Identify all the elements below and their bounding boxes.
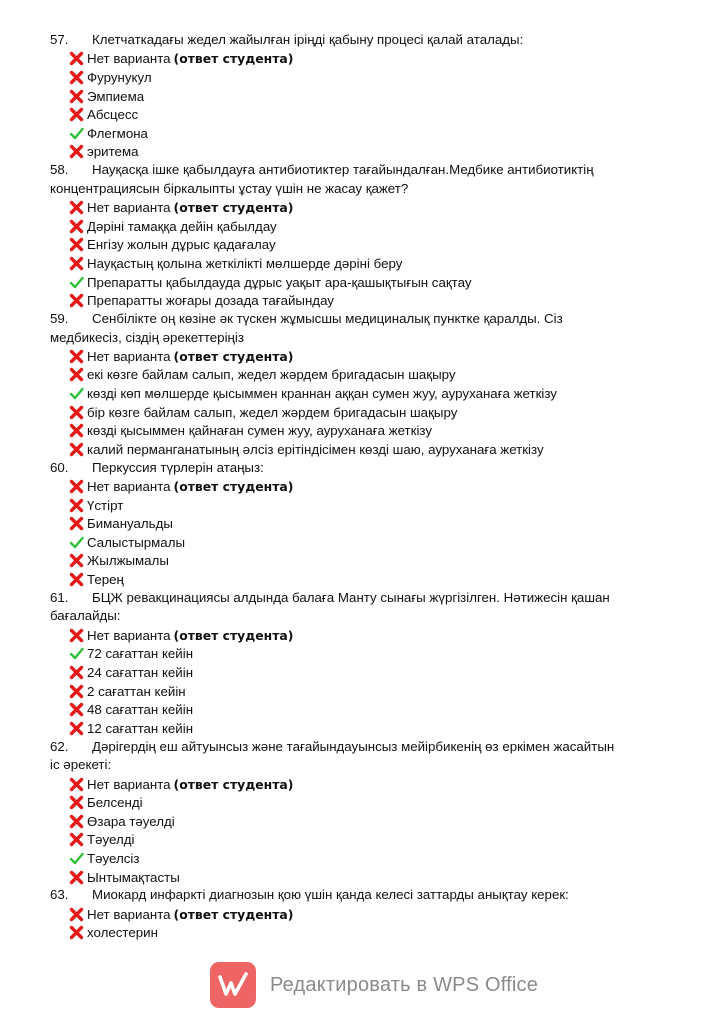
answer-option (68, 905, 724, 924)
wps-w-logo-icon[interactable] (210, 962, 256, 1008)
wps-edit-banner[interactable] (210, 960, 538, 1010)
answer-option (68, 68, 724, 87)
answer-text: Нет варианта (87, 51, 171, 67)
answer-option (68, 533, 724, 552)
answer-option (68, 50, 724, 69)
answer-text: Флегмона (87, 125, 148, 141)
question-text (0, 738, 724, 757)
answer-option (68, 273, 724, 292)
answer-text: Жылжымалы (87, 553, 169, 569)
answer-option (68, 868, 724, 887)
cross-icon (68, 906, 85, 923)
answer-text: Бимануальды (87, 516, 173, 532)
question-block (0, 459, 724, 589)
checkmark-icon (68, 534, 85, 551)
answer-text: Препаратты жоғары дозада тағайындау (87, 293, 334, 309)
answer-text: Ынтымақтасты (87, 869, 180, 885)
answer-option (68, 347, 724, 366)
answer-option (68, 421, 724, 440)
answer-option (68, 812, 724, 831)
student-answer-note: (ответ студента) (173, 776, 294, 792)
question-text (0, 459, 724, 478)
question-line: Науқасқа ішке қабылдауға антибиотиктер тағайындалған.Медбике антибиотиктің (92, 162, 594, 178)
answer-text: Науқастың қолына жеткілікті мөлшерде дәріні беру (87, 255, 403, 271)
answer-option (68, 124, 724, 143)
cross-icon (68, 869, 85, 886)
answer-option (68, 236, 724, 255)
cross-icon (68, 69, 85, 86)
question-text (0, 886, 724, 905)
answer-option (68, 254, 724, 273)
answer-text: Нет варианта (87, 776, 171, 792)
question-number: 57. (50, 32, 69, 47)
checkmark-icon (68, 850, 85, 867)
checkmark-icon (68, 645, 85, 662)
question-text (0, 180, 724, 199)
cross-icon (68, 404, 85, 421)
answer-option (68, 719, 724, 738)
question-line: медбикесіз, сіздің әрекеттеріңіз (50, 329, 244, 345)
answer-text: Енгізу жолын дұрыс қадағалау (87, 237, 276, 253)
answer-text: Нет варианта (87, 200, 171, 216)
answer-text: 12 сағаттан кейін (87, 720, 194, 736)
question-text (0, 589, 724, 608)
question-line: іс әрекеті: (50, 757, 112, 773)
question-text (0, 31, 724, 50)
student-answer-note: (ответ студента) (173, 479, 294, 495)
cross-icon (68, 143, 85, 160)
answer-option (68, 682, 724, 701)
answer-text: Препаратты қабылдауда дұрыс уақыт ара-қашықтығын сақтау (87, 274, 472, 290)
question-text (0, 310, 724, 329)
cross-icon (68, 366, 85, 383)
answer-option (68, 775, 724, 794)
student-answer-note: (ответ студента) (173, 51, 294, 67)
student-answer-note: (ответ студента) (173, 200, 294, 216)
student-answer-note: (ответ студента) (173, 348, 294, 364)
cross-icon (68, 497, 85, 514)
cross-icon (68, 720, 85, 737)
cross-icon (68, 236, 85, 253)
question-line: бағалайды: (50, 608, 121, 624)
answer-option (68, 645, 724, 664)
answer-text: 2 сағаттан кейін (87, 683, 186, 699)
answer-option (68, 87, 724, 106)
question-line: БЦЖ ревакцинациясы алдында балаға Манту сынағы жүргізілген. Нәтижесін қашан (92, 589, 610, 605)
question-line: концентрациясын біркалыпты ұстау үшін не жасау қажет? (50, 180, 409, 196)
answer-option (68, 384, 724, 403)
question-line: Перкуссия түрлерін атаңыз: (92, 459, 264, 475)
answer-text: эритема (87, 144, 139, 160)
answer-text: калий перманганатының әлсіз ерітіндісімен көзді шаю, ауруханаға жеткізу (87, 441, 544, 457)
answer-text: Үстірт (87, 497, 124, 513)
question-number: 58. (50, 162, 69, 178)
answer-text: холестерин (87, 925, 158, 941)
answer-option (68, 198, 724, 217)
answer-text: екі көзге байлам салып, жедел жәрдем бригадасын шақыру (87, 367, 456, 383)
answer-option (68, 105, 724, 124)
cross-icon (68, 255, 85, 272)
answer-option (68, 924, 724, 943)
answer-text: Абсцесс (87, 107, 139, 123)
answer-text: Тәуелсіз (87, 850, 140, 866)
cross-icon (68, 664, 85, 681)
answer-option (68, 552, 724, 571)
cross-icon (68, 478, 85, 495)
cross-icon (68, 218, 85, 235)
cross-icon (68, 515, 85, 532)
answer-text: Эмпиема (87, 88, 145, 104)
answer-option (68, 626, 724, 645)
question-list (0, 31, 724, 942)
answer-option (68, 477, 724, 496)
cross-icon (68, 571, 85, 588)
question-line: Клетчаткадағы жедел жайылған іріңді қабыну процесі қалай аталады: (92, 32, 524, 47)
answer-option (68, 403, 724, 422)
answer-option (68, 291, 724, 310)
answer-option (68, 663, 724, 682)
answer-text: Салыстырмалы (87, 534, 186, 550)
question-block (0, 738, 724, 887)
answer-text: көзді қысыммен қайнаған сумен жуу, ауруханаға жеткізу (87, 423, 433, 439)
question-number: 61. (50, 589, 69, 605)
answer-text: Нет варианта (87, 906, 171, 922)
question-block (0, 310, 724, 459)
wps-edit-label[interactable]: Редактировать в WPS Office (270, 973, 539, 996)
question-block (0, 886, 724, 942)
question-block (0, 589, 724, 738)
question-number: 60. (50, 459, 69, 475)
answer-option (68, 143, 724, 162)
answer-text: Нет варианта (87, 627, 171, 643)
answer-option (68, 570, 724, 589)
answer-text: 48 сағаттан кейін (87, 702, 194, 718)
question-line: Сенбілікте оң көзіне әк түскен жұмысшы медициналық пунктке қаралды. Сіз (92, 310, 563, 326)
checkmark-icon (68, 385, 85, 402)
cross-icon (68, 292, 85, 309)
question-number: 63. (50, 887, 69, 903)
answer-text: Нет варианта (87, 348, 171, 364)
answer-text: Тәуелді (87, 832, 135, 848)
cross-icon (68, 924, 85, 941)
answer-option (68, 217, 724, 236)
cross-icon (68, 199, 85, 216)
cross-icon (68, 422, 85, 439)
answer-text: Фурунукул (87, 69, 152, 85)
question-text (0, 161, 724, 180)
answer-text: Дәріні тамаққа дейін қабылдау (87, 218, 277, 234)
question-block (0, 161, 724, 310)
answer-option (68, 440, 724, 459)
question-block (0, 31, 724, 161)
cross-icon (68, 50, 85, 67)
cross-icon (68, 106, 85, 123)
answer-text: Нет варианта (87, 479, 171, 495)
student-answer-note: (ответ студента) (173, 627, 294, 643)
answer-option (68, 793, 724, 812)
question-number: 59. (50, 310, 69, 326)
answer-option (68, 849, 724, 868)
answer-text: көзді көп мөлшерде қысыммен краннан аққан сумен жуу, ауруханаға жеткізу (87, 386, 557, 402)
question-text (0, 607, 724, 626)
cross-icon (68, 831, 85, 848)
answer-text: 24 сағаттан кейін (87, 664, 194, 680)
question-text (0, 329, 724, 348)
cross-icon (68, 88, 85, 105)
answer-option (68, 700, 724, 719)
cross-icon (68, 627, 85, 644)
cross-icon (68, 441, 85, 458)
answer-text: Терең (87, 572, 124, 588)
cross-icon (68, 348, 85, 365)
cross-icon (68, 813, 85, 830)
question-line: Дәрігердің еш айтуынсыз және тағайындауынсыз мейірбикенің өз еркімен жасайтын (92, 738, 615, 754)
cross-icon (68, 552, 85, 569)
answer-option (68, 831, 724, 850)
answer-text: 72 сағаттан кейін (87, 646, 194, 662)
answer-option (68, 366, 724, 385)
cross-icon (68, 794, 85, 811)
question-number: 62. (50, 738, 69, 754)
checkmark-icon (68, 274, 85, 291)
student-answer-note: (ответ студента) (173, 906, 294, 922)
answer-text: Өзара тәуелді (87, 813, 175, 829)
question-line: Миокард инфаркті диагнозын қою үшін қанда келесі заттарды анықтау керек: (92, 887, 569, 903)
answer-text: Белсенді (87, 795, 143, 811)
cross-icon (68, 776, 85, 793)
answer-text: бір көзге байлам салып, жедел жәрдем бригадасын шақыру (87, 404, 458, 420)
answer-option (68, 514, 724, 533)
answer-option (68, 496, 724, 515)
checkmark-icon (68, 125, 85, 142)
question-text (0, 756, 724, 775)
cross-icon (68, 701, 85, 718)
cross-icon (68, 683, 85, 700)
